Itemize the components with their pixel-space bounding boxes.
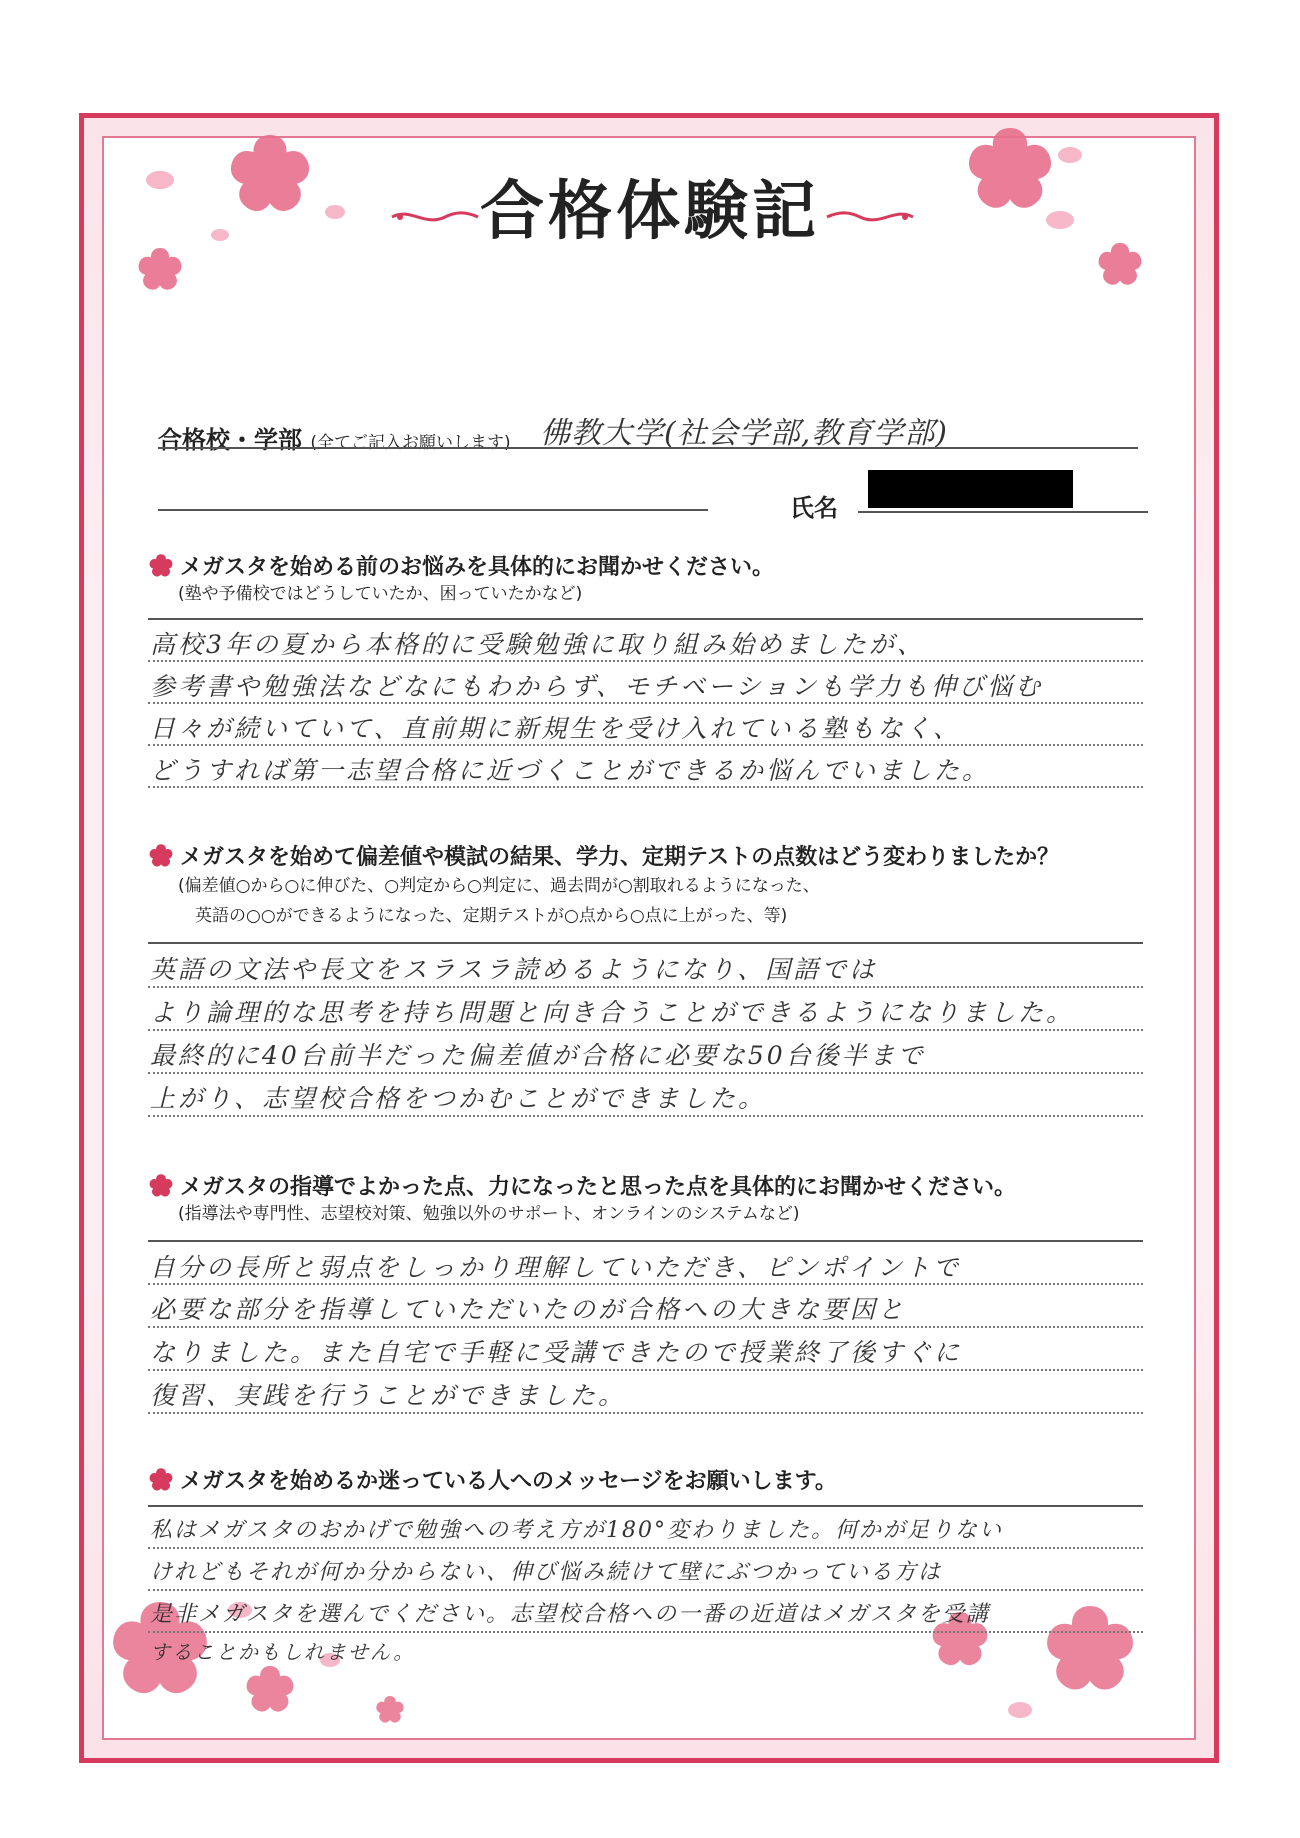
question-2-text: メガスタを始めて偏差値や模試の結果、学力、定期テストの点数はどう変わりましたか？	[180, 845, 1060, 870]
question-3-sub: (指導法や専門性、志望校対策、勉強以外のサポート、オンラインのシステムなど)	[178, 1204, 800, 1224]
sakura-bullet-icon	[148, 553, 174, 579]
school-label: 合格校・学部	[158, 426, 302, 454]
answer-4-rule	[148, 1589, 1143, 1591]
school-note: (全てご記入お願いします)	[310, 433, 511, 453]
form-inner	[102, 136, 1196, 1740]
answer-3-line-4: 復習、実践を行うことができました。	[150, 1381, 627, 1410]
answer-2-rule	[148, 1029, 1143, 1031]
title-area	[0, 160, 1300, 252]
answer-4-line-2: けれどもそれが何か分からない、伸び悩み続けて壁にぶつかっている方は	[150, 1560, 943, 1585]
answer-2-rule	[148, 986, 1143, 988]
question-3-heading	[148, 1170, 1016, 1201]
answer-2-rule	[148, 1072, 1143, 1074]
question-2-sub-2: 英語の○○ができるようになった、定期テストが○点から○点に上がった、等)	[195, 906, 788, 926]
answer-3-rule	[148, 1412, 1143, 1414]
name-underline	[858, 511, 1148, 513]
flourish-right-icon	[825, 205, 915, 229]
page-title: 合格体験記	[480, 174, 820, 249]
answer-1-line-4: どうすれば第一志望合格に近づくことができるか悩んでいました。	[150, 756, 991, 785]
school-label-row	[158, 420, 511, 455]
answer-2-line-4: 上がり、志望校合格をつかむことができました。	[150, 1084, 767, 1113]
answer-4-topline	[148, 1505, 1143, 1507]
answer-3-rule	[148, 1326, 1143, 1328]
answer-4-rule	[148, 1547, 1143, 1549]
answer-1-line-1: 高校3年の夏から本格的に受験勉強に取り組み始めましたが、	[150, 630, 925, 659]
answer-3-rule	[148, 1283, 1143, 1285]
blank-underline	[158, 509, 708, 511]
school-value: 佛教大学(社会学部,教育学部)	[540, 416, 948, 451]
answer-1-topline	[148, 618, 1143, 620]
question-2-heading	[148, 840, 1059, 871]
sakura-bullet-icon	[148, 1467, 174, 1493]
question-4-heading	[148, 1464, 837, 1495]
question-4-text: メガスタを始めるか迷っている人へのメッセージをお願いします。	[180, 1469, 837, 1494]
question-1-heading	[148, 550, 774, 581]
sakura-bullet-icon	[148, 843, 174, 869]
answer-2-topline	[148, 942, 1143, 944]
question-1-sub: (塾や予備校ではどうしていたか、困っていたかなど)	[178, 584, 583, 604]
answer-1-line-2: 参考書や勉強法などなにもわからず、モチベーションも学力も伸び悩む	[150, 672, 1044, 701]
answer-4-rule	[148, 1631, 1143, 1633]
answer-2-rule	[148, 1115, 1143, 1117]
question-2-sub-1: (偏差値○から○に伸びた、○判定から○判定に、過去問が○割取れるようになった、	[178, 876, 820, 896]
answer-1-rule	[148, 786, 1143, 788]
answer-2-line-3: 最終的に40台前半だった偏差値が合格に必要な50台後半まで	[150, 1041, 926, 1070]
answer-3-rule	[148, 1369, 1143, 1371]
answer-1-rule	[148, 660, 1143, 662]
answer-1-rule	[148, 744, 1143, 746]
question-3-text: メガスタの指導でよかった点、力になったと思った点を具体的にお聞かせください。	[180, 1175, 1017, 1200]
school-underline	[158, 447, 1138, 449]
sakura-bullet-icon	[148, 1173, 174, 1199]
answer-4-line-1: 私はメガスタのおかげで勉強への考え方が180°変わりました。何かが足りない	[150, 1518, 1003, 1543]
answer-2-line-1: 英語の文法や長文をスラスラ読めるようになり、国語では	[150, 955, 878, 984]
answer-1-rule	[148, 702, 1143, 704]
answer-3-topline	[148, 1240, 1143, 1242]
answer-3-line-2: 必要な部分を指導していただいたのが合格への大きな要因と	[150, 1295, 907, 1324]
answer-4-line-4: することかもしれません。	[150, 1640, 416, 1664]
answer-3-line-3: なりました。また自宅で手軽に受講できたので授業終了後すぐに	[150, 1338, 963, 1367]
answer-1-line-3: 日々が続いていて、直前期に新規生を受け入れている塾もなく、	[150, 714, 962, 743]
answer-4-line-3: 是非メガスタを選んでください。志望校合格への一番の近道はメガスタを受講	[150, 1602, 991, 1627]
question-1-text: メガスタを始める前のお悩みを具体的にお聞かせください。	[180, 555, 775, 580]
answer-3-line-1: 自分の長所と弱点をしっかり理解していただき、ピンポイントで	[150, 1253, 962, 1282]
redacted-name	[868, 470, 1073, 508]
flourish-left-icon	[390, 205, 480, 229]
name-label: 氏名	[790, 494, 838, 522]
answer-2-line-2: より論理的な思考を持ち問題と向き合うことができるようになりました。	[150, 998, 1075, 1027]
